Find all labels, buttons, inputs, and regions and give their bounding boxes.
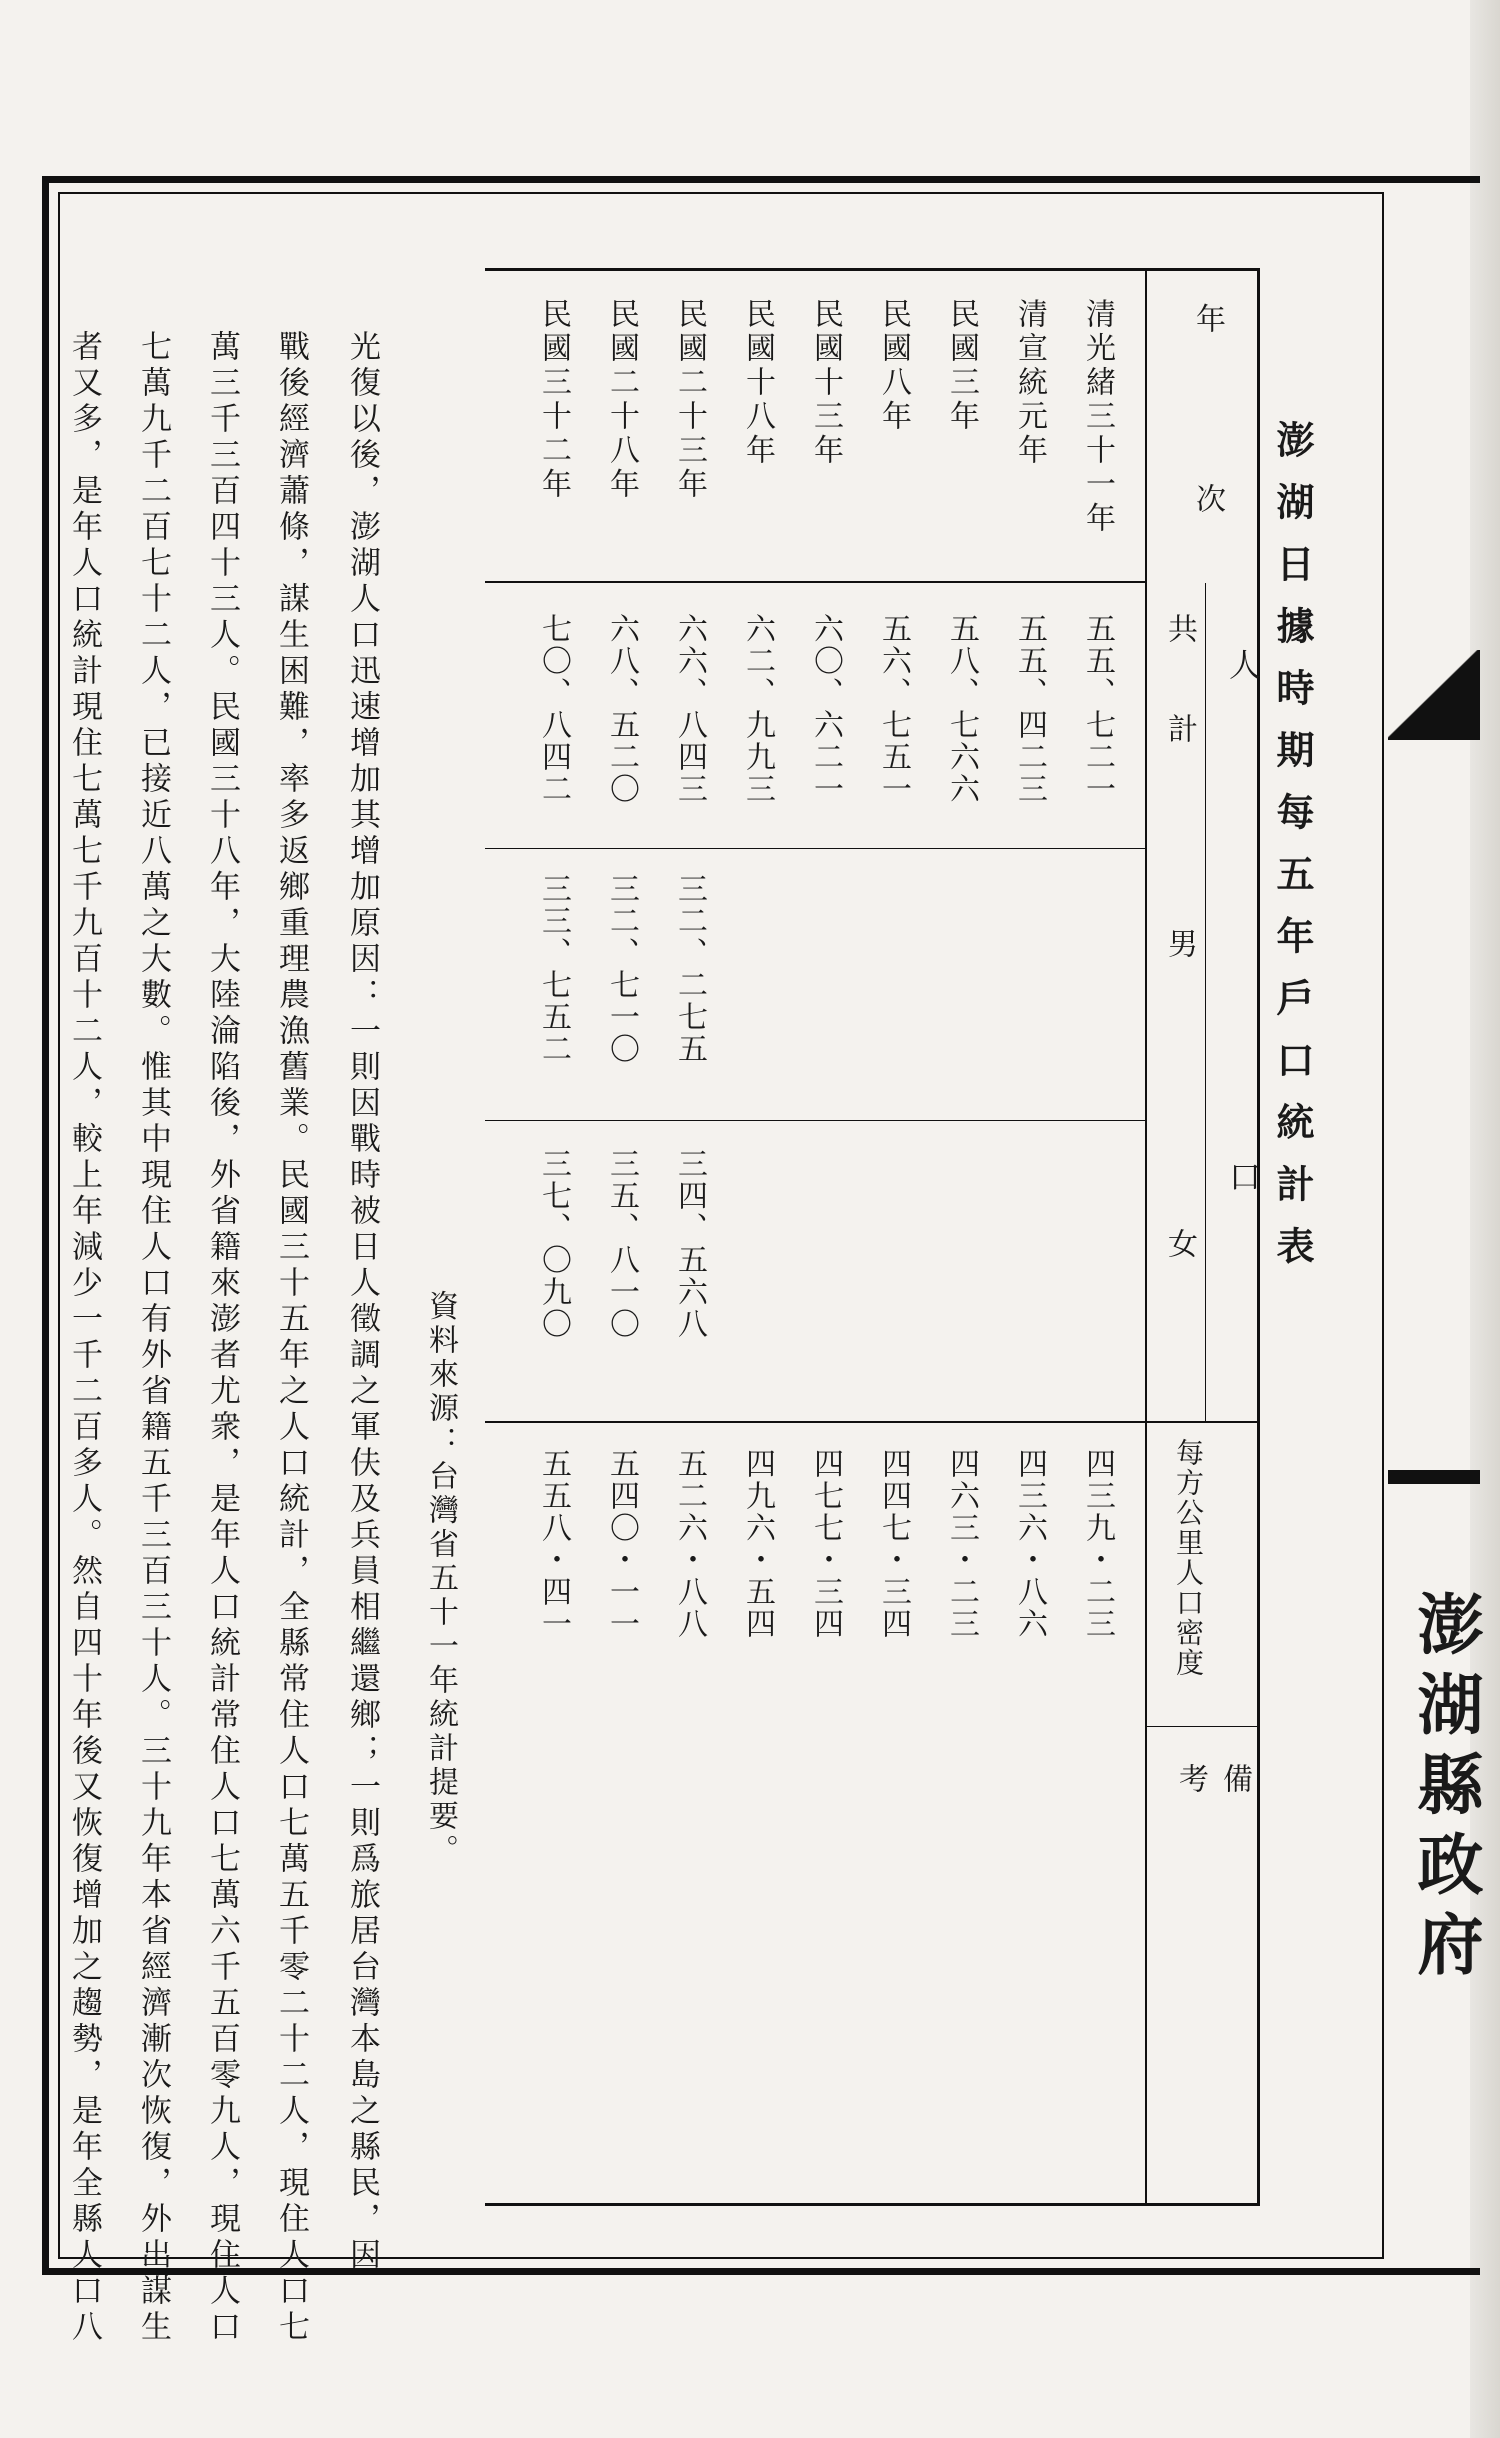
cell-density: 五二六・八八 bbox=[672, 1448, 707, 1640]
page-edge bbox=[1470, 0, 1500, 2438]
cell-density: 四七七・三四 bbox=[808, 1448, 843, 1640]
paragraph-line: 者又多，是年人口統計現住七萬七千九百十二人，較上年減少一千二百多人。然自四十年後又恢復增加之趨勢，是年全縣人口八 bbox=[66, 330, 102, 2346]
cell-density: 四四七・三四 bbox=[876, 1448, 911, 1640]
table-column-rule bbox=[1145, 1726, 1260, 1727]
table-header-rule bbox=[1145, 268, 1147, 2206]
header-year: 年次 bbox=[1190, 303, 1225, 663]
table-row bbox=[871, 268, 921, 2206]
cell-year: 民國十八年 bbox=[740, 298, 775, 468]
header-total: 共計 bbox=[1162, 613, 1197, 813]
cell-density: 四三六・八六 bbox=[1012, 1448, 1047, 1640]
frame-bottom-extension bbox=[1380, 2268, 1480, 2275]
table-row bbox=[1007, 268, 1057, 2206]
table-row bbox=[803, 268, 853, 2206]
cell-male: 三二、七一〇 bbox=[604, 873, 639, 1065]
cell-total: 五五、七二一 bbox=[1080, 613, 1115, 805]
table-row bbox=[531, 268, 581, 2206]
cell-total: 六八、五二〇 bbox=[604, 613, 639, 805]
side-ornament bbox=[1388, 650, 1480, 740]
cell-density: 五五八・四一 bbox=[536, 1448, 571, 1640]
table-row bbox=[599, 268, 649, 2206]
cell-female: 三五、八一〇 bbox=[604, 1148, 639, 1340]
cell-year: 民國八年 bbox=[876, 298, 911, 434]
table-row bbox=[667, 268, 717, 2206]
header-density: 每方公里人口密度 bbox=[1172, 1438, 1205, 1678]
cell-year: 民國三年 bbox=[944, 298, 979, 434]
cell-total: 六二、九九三 bbox=[740, 613, 775, 805]
frame-right-rule bbox=[1382, 192, 1384, 2259]
cell-total: 五五、四二三 bbox=[1012, 613, 1047, 805]
page-title: 澎湖日據時期每五年戶口統計表 bbox=[1270, 420, 1315, 1288]
header-male: 男 bbox=[1162, 928, 1197, 958]
cell-density: 四三九・二三 bbox=[1080, 1448, 1115, 1640]
paragraph-line: 戰後經濟蕭條，謀生困難，率多返鄉重理農漁舊業。民國三十五年之人口統計，全縣常住人口七萬五千零二十二人，現住人口七 bbox=[273, 330, 309, 2346]
cell-year: 民國二十八年 bbox=[604, 298, 639, 502]
cell-year: 民國二十三年 bbox=[672, 298, 707, 502]
paragraph-line: 光復以後，澎湖人口迅速增加其增加原因：一則因戰時被日人徵調之軍伕及兵員相繼還鄉；一則爲旅居台灣本島之縣民，因 bbox=[344, 330, 380, 2274]
paragraph-line: 七萬九千二百七十二人，已接近八萬之大數。惟其中現住人口有外省籍五千三百三十人。三十九年本省經濟漸次恢復，外出謀生 bbox=[135, 330, 171, 2346]
side-ornament-bar bbox=[1388, 1470, 1480, 1484]
cell-total: 六〇、六二一 bbox=[808, 613, 843, 805]
source-note: 資料來源：台灣省五十一年統計提要。 bbox=[423, 1290, 458, 1868]
cell-year: 清光緒三十一年 bbox=[1080, 298, 1115, 536]
table-subheader-rule bbox=[1205, 583, 1206, 1421]
table-row bbox=[735, 268, 785, 2206]
cell-female: 三七、〇九〇 bbox=[536, 1148, 571, 1340]
table-row bbox=[939, 268, 989, 2206]
cell-year: 民國十三年 bbox=[808, 298, 843, 468]
header-population: 人口 bbox=[1224, 648, 1262, 1672]
cell-total: 七〇、八四二 bbox=[536, 613, 571, 805]
cell-density: 四九六・五四 bbox=[740, 1448, 775, 1640]
header-female: 女 bbox=[1162, 1228, 1197, 1258]
side-label: 澎湖縣政府 bbox=[1406, 1590, 1484, 1990]
cell-male: 三二、二七五 bbox=[672, 873, 707, 1065]
cell-density: 四六三・二三 bbox=[944, 1448, 979, 1640]
header-remarks: 備考 bbox=[1173, 1763, 1252, 2123]
cell-year: 清宣統元年 bbox=[1012, 298, 1047, 468]
cell-density: 五四〇・一一 bbox=[604, 1448, 639, 1640]
frame-top-extension bbox=[1380, 176, 1480, 183]
table-row bbox=[1075, 268, 1125, 2206]
cell-total: 五八、七六六 bbox=[944, 613, 979, 805]
cell-male: 三三、七五二 bbox=[536, 873, 571, 1065]
cell-total: 六六、八四三 bbox=[672, 613, 707, 805]
paragraph-line: 萬三千三百四十三人。民國三十八年，大陸淪陷後，外省籍來澎者尤衆，是年人口統計常住人口七萬六千五百零九人，現住人口 bbox=[204, 330, 240, 2346]
population-table bbox=[485, 268, 1260, 2206]
cell-year: 民國三十二年 bbox=[536, 298, 571, 502]
cell-female: 三四、五六八 bbox=[672, 1148, 707, 1340]
cell-total: 五六、七五一 bbox=[876, 613, 911, 805]
